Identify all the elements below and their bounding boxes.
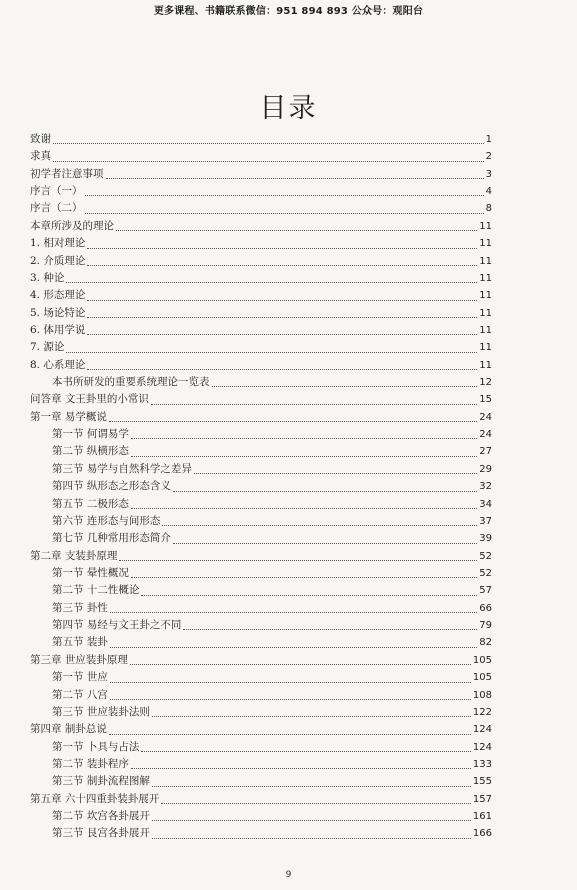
toc-entry-page: 133 xyxy=(472,758,492,770)
toc-entry xyxy=(30,565,492,582)
toc-entry xyxy=(30,791,492,808)
toc-entry-label: 第三节 卦性 xyxy=(52,601,108,614)
toc-entry xyxy=(30,704,492,721)
dot-leader xyxy=(53,160,484,162)
toc-entry-page: 11 xyxy=(479,359,492,371)
toc-entry-label: 第五节 装卦 xyxy=(52,636,108,649)
toc-entry xyxy=(30,617,492,634)
dot-leader xyxy=(109,420,477,422)
toc-entry xyxy=(30,443,492,460)
toc-entry-label: 第二节 坎宫各卦展开 xyxy=(52,810,150,823)
toc-entry xyxy=(30,322,492,339)
toc-entry-label: 第三节 世应装卦法则 xyxy=(52,705,150,718)
dot-leader xyxy=(110,611,477,613)
toc-entry-page: 32 xyxy=(479,481,492,493)
toc-entry-label: 序言（一） xyxy=(30,185,83,198)
toc-entry-label: 第三章 世应装卦原理 xyxy=(30,653,128,666)
toc-entry xyxy=(30,305,492,322)
toc-entry-label: 第三节 艮宫各卦展开 xyxy=(52,827,150,840)
toc-entry xyxy=(30,218,492,235)
toc-entry-page: 4 xyxy=(485,186,492,198)
toc-entry-page: 39 xyxy=(479,533,492,545)
toc-entry xyxy=(30,461,492,478)
toc-entry-label: 第二节 装卦程序 xyxy=(52,757,129,770)
toc-entry-page: 57 xyxy=(479,585,492,597)
dot-leader xyxy=(141,594,477,596)
toc-entry-page: 52 xyxy=(479,567,492,579)
toc-entry-page: 3 xyxy=(485,168,492,180)
toc-entry-page: 11 xyxy=(479,220,492,232)
toc-entry-page: 34 xyxy=(479,498,492,510)
toc-entry-page: 11 xyxy=(479,238,492,250)
toc-entry xyxy=(30,808,492,825)
toc-entry xyxy=(30,652,492,669)
dot-leader xyxy=(87,247,477,249)
toc-entry xyxy=(30,530,492,547)
toc-entry xyxy=(30,825,492,842)
toc-entry-page: 8 xyxy=(485,203,492,215)
dot-leader xyxy=(87,316,477,318)
page-header: 更多课程、书籍联系微信：951 894 893 公众号：观阳台 xyxy=(153,6,424,17)
dot-leader xyxy=(110,646,477,648)
dot-leader xyxy=(87,299,477,301)
dot-leader xyxy=(131,455,477,457)
toc-entry-label: 第一章 易学概说 xyxy=(30,410,107,423)
toc-entry-label: 致谢 xyxy=(30,133,51,145)
toc-entry-page: 155 xyxy=(472,776,492,788)
toc-entry-label: 第三节 易学与自然科学之差异 xyxy=(52,462,192,475)
dot-leader xyxy=(66,351,477,353)
toc-entry xyxy=(30,148,492,165)
toc-entry-page: 52 xyxy=(479,550,492,562)
toc-entry xyxy=(30,739,492,756)
dot-leader xyxy=(212,385,478,387)
toc-entry-page: 11 xyxy=(479,272,492,284)
toc-entry xyxy=(30,235,492,252)
toc-entry xyxy=(30,253,492,270)
toc-entry-label: 第一节 卜具与占法 xyxy=(52,740,140,753)
toc-entry-label: 2. 介质理论 xyxy=(30,254,86,267)
toc-entry xyxy=(30,183,492,200)
toc-entry xyxy=(30,200,492,217)
toc-entry-label: 第三节 制卦流程图解 xyxy=(52,775,150,788)
toc-entry xyxy=(30,357,492,374)
toc-entry xyxy=(30,287,492,304)
toc-entry xyxy=(30,687,492,704)
toc-entry xyxy=(30,634,492,651)
toc-entry-page: 124 xyxy=(472,724,492,736)
toc-entry-page: 166 xyxy=(472,828,492,840)
toc-entry-page: 79 xyxy=(479,620,492,632)
dot-leader xyxy=(152,837,471,839)
toc-entry xyxy=(30,600,492,617)
toc-entry-page: 124 xyxy=(472,741,492,753)
page-number: 9 xyxy=(285,870,292,880)
toc-entry-page: 161 xyxy=(472,811,492,823)
dot-leader xyxy=(87,333,477,335)
toc-entry xyxy=(30,270,492,287)
toc-entry-page: 24 xyxy=(479,411,492,423)
toc-entry-page: 105 xyxy=(472,672,492,684)
toc-entry-page: 122 xyxy=(472,706,492,718)
toc-entry-page: 11 xyxy=(479,342,492,354)
toc-entry xyxy=(30,166,492,183)
toc-entry-label: 第二节 十二性概论 xyxy=(52,584,140,597)
dot-leader xyxy=(116,229,477,231)
dot-leader xyxy=(194,472,477,474)
dot-leader xyxy=(85,194,484,196)
dot-leader xyxy=(173,542,477,544)
dot-leader xyxy=(106,177,484,179)
toc-entry xyxy=(30,409,492,426)
toc-entry-page: 66 xyxy=(479,602,492,614)
toc-entry-page: 11 xyxy=(479,324,492,336)
toc-entry-label: 第五节 二极形态 xyxy=(52,497,129,510)
dot-leader xyxy=(152,715,471,717)
toc-entry-label: 序言（二） xyxy=(30,202,83,215)
dot-leader xyxy=(183,628,477,630)
dot-leader xyxy=(87,368,477,370)
dot-leader xyxy=(141,750,471,752)
toc-entry-page: 1 xyxy=(485,134,492,145)
dot-leader xyxy=(173,490,477,492)
toc-entry xyxy=(30,339,492,356)
toc-entry xyxy=(30,721,492,738)
toc-entry xyxy=(30,496,492,513)
toc-entry xyxy=(30,426,492,443)
toc-entry-label: 本书所研发的重要系统理论一览表 xyxy=(52,376,210,389)
toc-entry-label: 第六节 连形态与间形态 xyxy=(52,514,161,527)
toc-entry-label: 1. 相对理论 xyxy=(30,237,86,250)
dot-leader xyxy=(66,281,477,283)
dot-leader xyxy=(162,524,477,526)
toc-entry-label: 第二节 八宫 xyxy=(52,688,108,701)
toc-entry-label: 5. 场论特论 xyxy=(30,306,86,319)
dot-leader xyxy=(161,802,471,804)
toc-entry-page: 24 xyxy=(479,429,492,441)
toc-entry-label: 4. 形态理论 xyxy=(30,289,86,302)
toc-entry-label: 第四章 制卦总说 xyxy=(30,723,107,736)
dot-leader xyxy=(131,507,477,509)
dot-leader xyxy=(53,142,484,144)
toc-entry-label: 8. 心系理论 xyxy=(30,358,86,371)
toc-entry xyxy=(30,374,492,391)
toc-entry-label: 6. 体用学说 xyxy=(30,323,86,336)
dot-leader xyxy=(131,576,477,578)
toc-entry xyxy=(30,513,492,530)
toc-entry-label: 第四节 易经与文王卦之不同 xyxy=(52,619,182,632)
dot-leader xyxy=(85,212,484,214)
dot-leader xyxy=(110,681,471,683)
table-of-contents xyxy=(30,131,492,843)
toc-entry-label: 本章所涉及的理论 xyxy=(30,219,114,232)
toc-entry-page: 82 xyxy=(479,637,492,649)
toc-entry-label: 第二节 纵横形态 xyxy=(52,445,129,458)
toc-entry-label: 第一节 何谓易学 xyxy=(52,428,129,441)
toc-entry-label: 求真 xyxy=(30,150,51,163)
dot-leader xyxy=(131,767,471,769)
toc-entry xyxy=(30,478,492,495)
toc-entry-label: 问答章 文王卦里的小常识 xyxy=(30,393,149,406)
toc-entry-page: 29 xyxy=(479,463,492,475)
toc-entry-label: 第一节 世应 xyxy=(52,671,108,684)
page-title: 目录 xyxy=(259,93,318,124)
toc-entry xyxy=(30,548,492,565)
dot-leader xyxy=(87,264,477,266)
dot-leader xyxy=(151,403,477,405)
toc-entry-page: 157 xyxy=(472,793,492,805)
toc-entry-page: 37 xyxy=(479,515,492,527)
toc-entry-page: 105 xyxy=(472,654,492,666)
toc-entry xyxy=(30,669,492,686)
toc-entry-label: 初学者注意事项 xyxy=(30,167,104,180)
toc-entry-page: 11 xyxy=(479,255,492,267)
toc-entry-label: 第五章 六十四重卦装卦展开 xyxy=(30,792,160,805)
toc-entry-label: 第七节 几种常用形态简介 xyxy=(52,532,171,545)
dot-leader xyxy=(152,785,471,787)
toc-entry-label: 3. 种论 xyxy=(30,271,65,284)
dot-leader xyxy=(109,733,471,735)
dot-leader xyxy=(131,437,477,439)
toc-entry-label: 第一节 晕性概况 xyxy=(52,566,129,579)
toc-entry-page: 108 xyxy=(472,689,492,701)
toc-entry-page: 11 xyxy=(479,290,492,302)
toc-entry xyxy=(30,131,492,148)
toc-entry-page: 2 xyxy=(485,151,492,163)
toc-entry xyxy=(30,756,492,773)
toc-entry-label: 7. 源论 xyxy=(30,341,65,354)
dot-leader xyxy=(119,559,477,561)
dot-leader xyxy=(130,663,471,665)
toc-entry-page: 11 xyxy=(479,307,492,319)
toc-entry xyxy=(30,582,492,599)
dot-leader xyxy=(152,819,471,821)
dot-leader xyxy=(110,698,471,700)
toc-entry xyxy=(30,391,492,408)
toc-entry-label: 第二章 支装卦原理 xyxy=(30,549,118,562)
toc-entry-page: 15 xyxy=(479,394,492,406)
toc-entry xyxy=(30,773,492,790)
toc-entry-label: 第四节 纵形态之形态含义 xyxy=(52,480,171,493)
toc-entry-page: 12 xyxy=(479,377,492,389)
toc-entry-page: 27 xyxy=(479,446,492,458)
